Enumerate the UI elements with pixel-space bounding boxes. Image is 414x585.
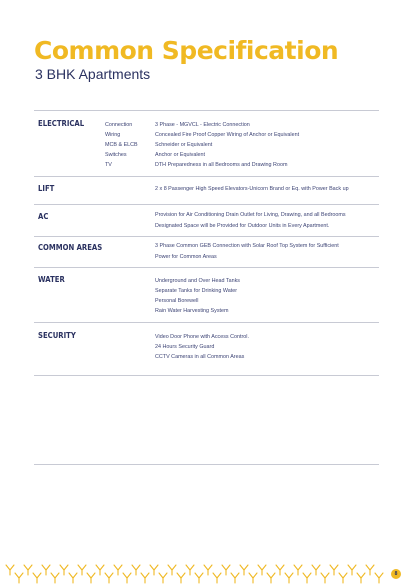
divider-bottom <box>34 464 379 465</box>
pattern-glyph <box>339 573 347 583</box>
pattern-glyph <box>177 573 185 583</box>
security-line-3: CCTV Cameras in all Common Areas <box>155 354 245 360</box>
divider-top <box>34 110 379 111</box>
pattern-glyph <box>375 573 383 583</box>
pattern-glyph <box>51 573 59 583</box>
pattern-glyph <box>294 565 302 575</box>
pattern-glyph <box>204 565 212 575</box>
pattern-glyph <box>87 573 95 583</box>
pattern-glyph <box>33 573 41 583</box>
pattern-glyph <box>15 573 23 583</box>
pattern-glyph <box>357 573 365 583</box>
pattern-glyph <box>186 565 194 575</box>
electrical-connection-value: 3 Phase - MGVCL - Electric Connection <box>155 122 250 128</box>
divider-common-areas <box>34 267 379 268</box>
pattern-glyph <box>132 565 140 575</box>
page-title: Common Specification <box>34 36 339 65</box>
electrical-mcb-label: MCB & ELCB <box>105 142 138 148</box>
electrical-tv-label: TV <box>105 162 112 168</box>
pattern-glyph <box>240 565 248 575</box>
pattern-glyph <box>60 565 68 575</box>
pattern-glyph <box>267 573 275 583</box>
electrical-mcb-value: Schneider or Equivalent <box>155 142 213 148</box>
section-security-title: SECURITY <box>38 331 76 340</box>
electrical-tv-value: DTH Preparedness in all Bedrooms and Drawing Room <box>155 162 288 168</box>
pattern-glyph <box>150 565 158 575</box>
pattern-glyph <box>141 573 149 583</box>
pattern-glyph <box>195 573 203 583</box>
pattern-glyph <box>348 565 356 575</box>
common-areas-line-1: 3 Phase Common GEB Connection with Solar Roof Top System for Sufficient <box>155 243 339 249</box>
pattern-glyph <box>168 565 176 575</box>
pattern-glyph <box>222 565 230 575</box>
page-number-badge: 8 <box>391 569 401 579</box>
pattern-glyph <box>105 573 113 583</box>
divider-ac <box>34 236 379 237</box>
pattern-glyph <box>330 565 338 575</box>
pattern-glyph <box>24 565 32 575</box>
pattern-glyph <box>258 565 266 575</box>
electrical-switches-label: Switches <box>105 152 127 158</box>
ac-line-2: Designated Space will be Provided for Outdoor Units in Every Apartment. <box>155 223 330 229</box>
electrical-wiring-value: Concealed Fire Proof Copper Wiring of Anchor or Equivalent <box>155 132 300 138</box>
pattern-glyph <box>6 565 14 575</box>
pattern-glyph <box>78 565 86 575</box>
section-electrical-title: ELECTRICAL <box>38 119 85 128</box>
pattern-glyph <box>42 565 50 575</box>
section-lift-title: LIFT <box>38 184 55 193</box>
pattern-glyph <box>123 573 131 583</box>
pattern-glyph <box>69 573 77 583</box>
water-line-1: Underground and Over Head Tanks <box>155 278 241 284</box>
pattern-glyph <box>366 565 374 575</box>
divider-electrical <box>34 176 379 177</box>
pattern-glyph <box>213 573 221 583</box>
water-line-2: Separate Tanks for Drinking Water <box>155 288 238 294</box>
common-areas-line-2: Power for Common Areas <box>155 254 217 260</box>
pattern-glyph <box>96 565 104 575</box>
pattern-glyph <box>249 573 257 583</box>
electrical-wiring-label: Wiring <box>105 132 121 138</box>
pattern-glyph <box>303 573 311 583</box>
pattern-glyph <box>231 573 239 583</box>
section-ac-title: AC <box>38 212 49 221</box>
divider-water <box>34 322 379 323</box>
pattern-glyph <box>159 573 167 583</box>
footer-pattern <box>0 561 414 585</box>
divider-lift <box>34 204 379 205</box>
water-line-3: Personal Borewell <box>155 298 199 304</box>
pattern-glyph <box>276 565 284 575</box>
pattern-glyph <box>321 573 329 583</box>
electrical-switches-value: Anchor or Equivalent <box>155 152 206 158</box>
page-subtitle: 3 BHK Apartments <box>35 66 151 82</box>
electrical-connection-label: Connection <box>105 122 133 128</box>
lift-line-1: 2 x 8 Passenger High Speed Elevators-Unicorn Brand or Eq. with Power Back up <box>155 186 349 192</box>
pattern-glyph <box>312 565 320 575</box>
security-line-1: Video Door Phone with Access Control. <box>155 334 249 340</box>
water-line-4: Rain Water Harvesting System <box>155 308 229 314</box>
security-line-2: 24 Hours Security Guard <box>155 344 215 350</box>
pattern-glyph <box>285 573 293 583</box>
section-common-areas-title: COMMON AREAS <box>38 243 103 252</box>
ac-line-1: Provision for Air Conditioning Drain Outlet for Living, Drawing, and all Bedrooms <box>155 212 346 218</box>
section-water-title: WATER <box>38 275 65 284</box>
divider-security <box>34 375 379 376</box>
pattern-glyph <box>114 565 122 575</box>
